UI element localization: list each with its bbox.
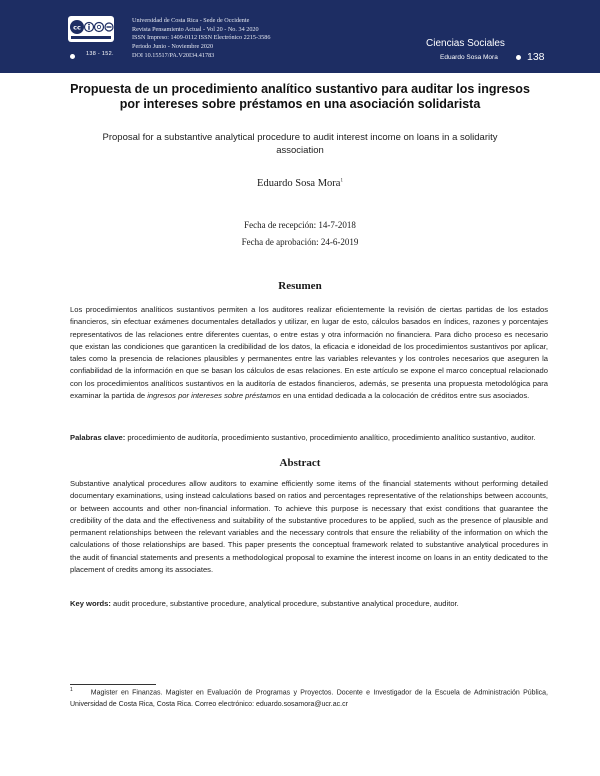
resumen-heading: Resumen (278, 280, 322, 292)
abstract-heading: Abstract (279, 457, 321, 469)
footnote-text: Magister en Finanzas. Magister en Evaluación de Programas y Proyectos. Docente e Investigador de la Escuela de Administración Pública, Universidad de Costa Rica, Costa Rica. Correo electrónico: eduardo.sosamora@ucr.ac.cr (70, 689, 548, 709)
footnote-mark: 1 (70, 687, 73, 693)
resumen-text-part2: en una entidad dedicada a la colocación de créditos entre sus asociados. (280, 391, 530, 401)
info-line-university: Universidad de Costa Rica - Sede de Occidente (132, 17, 250, 24)
page-range: 138 - 152. (86, 51, 114, 57)
journal-info (132, 17, 270, 61)
info-line-doi: DOI 10.15517/PA.V20I34.41783 (132, 51, 215, 59)
title-spanish: Propuesta de un procedimiento analítico sustantivo para auditar los ingresos por intereses sobre préstamos en una asociación solidarista (70, 82, 530, 111)
resumen-text-part1: Los procedimientos analíticos sustantivos permiten a los auditores realizar eficientemente la revisión de ciertas partidas de los estados financieros, sin efectuar exámenes documentales detallados y utilizar, en lugar de esto, cálculos basados en índices, razones y porcentajes representativos de las relaciones entre diferentes cuentas, o entre estas y otra información no financiera. Para dicho proceso es necesario que existan las condiciones que garanticen la credibilidad de los datos, la eficacia e idoneidad de los procedimientos sustantivos por aplicar, tales como la presencia de relaciones plausibles y permanentes entre las variables relevantes y los controles necesarios que aseguren la confiabilidad de la información en que se basan los cálculos de esas relaciones. En este artículo se expone el marco conceptual relacionado con los procedimientos analíticos sustantivos en la auditoría de estados financieros, además, se presenta una propuesta metodológica para examinar la partida de (70, 305, 548, 401)
resumen-body (70, 304, 548, 402)
running-author: Eduardo Sosa Mora (440, 54, 498, 61)
abstract-keywords (70, 598, 548, 610)
resumen-keywords-label: Palabras clave: (70, 433, 126, 442)
author-name: Eduardo Sosa Mora (257, 178, 341, 189)
info-line-period: Periodo Junio - Noviembre 2020 (132, 43, 214, 51)
footnote (70, 684, 548, 711)
page-number: 138 (527, 51, 545, 63)
cc-label: cc (73, 23, 81, 32)
creative-commons-license-icon (68, 16, 114, 42)
header-bullet-right (516, 55, 521, 60)
info-line-issn: ISSN Impreso: 1409-0112 ISSN Electrónico 2215-3586 (132, 34, 271, 42)
received-date: Fecha de recepción: 14-7-2018 (244, 220, 356, 230)
section-name: Ciencias Sociales (426, 38, 505, 49)
approved-date: Fecha de aprobación: 24-6-2019 (241, 237, 359, 247)
author-footnote-mark: 1 (340, 178, 343, 184)
author-line (0, 178, 600, 189)
header-bullet-left (70, 54, 75, 59)
abstract-keywords-text: audit procedure, substantive procedure, analytical procedure, substantive analytical procedure, auditor. (110, 599, 459, 608)
resumen-keywords (70, 432, 548, 444)
info-line-journal: Revista Pensamiento Actual - Vol 20 - No. 34 2020 (132, 25, 259, 33)
title-english: Proposal for a substantive analytical procedure to audit interest income on loans in a solidarity association (102, 132, 498, 156)
abstract-keywords-label: Key words: (70, 599, 111, 608)
abstract-body: Substantive analytical procedures allow auditors to examine efficiently some items of the financial statements without performing detailed documentary examinations, using instead calculations based on ratios and percentages representative of the relationships between accounts, or between accounts and other non-financial information. To achieve this purpose is necessary that exist conditions that guarantee the credibility of the data and the effectiveness and suitability of the substantive procedures to be applied, such as the presence of plausible and permanent relationships between the relevant variables and the necessary controls that ensure the reliability of the information on which the calculations of those relationships are based. This paper presents the conceptual framework related to substantive analytical procedures in the audit of financial statements and presents a methodological proposal to examine the interest income on loans in an entity dedicated to the placement of credits among its associates. (70, 479, 548, 575)
journal-header (0, 0, 600, 73)
resumen-keywords-text: procedimiento de auditoría, procedimiento sustantivo, procedimiento analítico, procedimiento analítico sustantivo, auditor. (125, 433, 536, 442)
resumen-italic-term: ingresos por intereses sobre préstamos (147, 391, 281, 401)
